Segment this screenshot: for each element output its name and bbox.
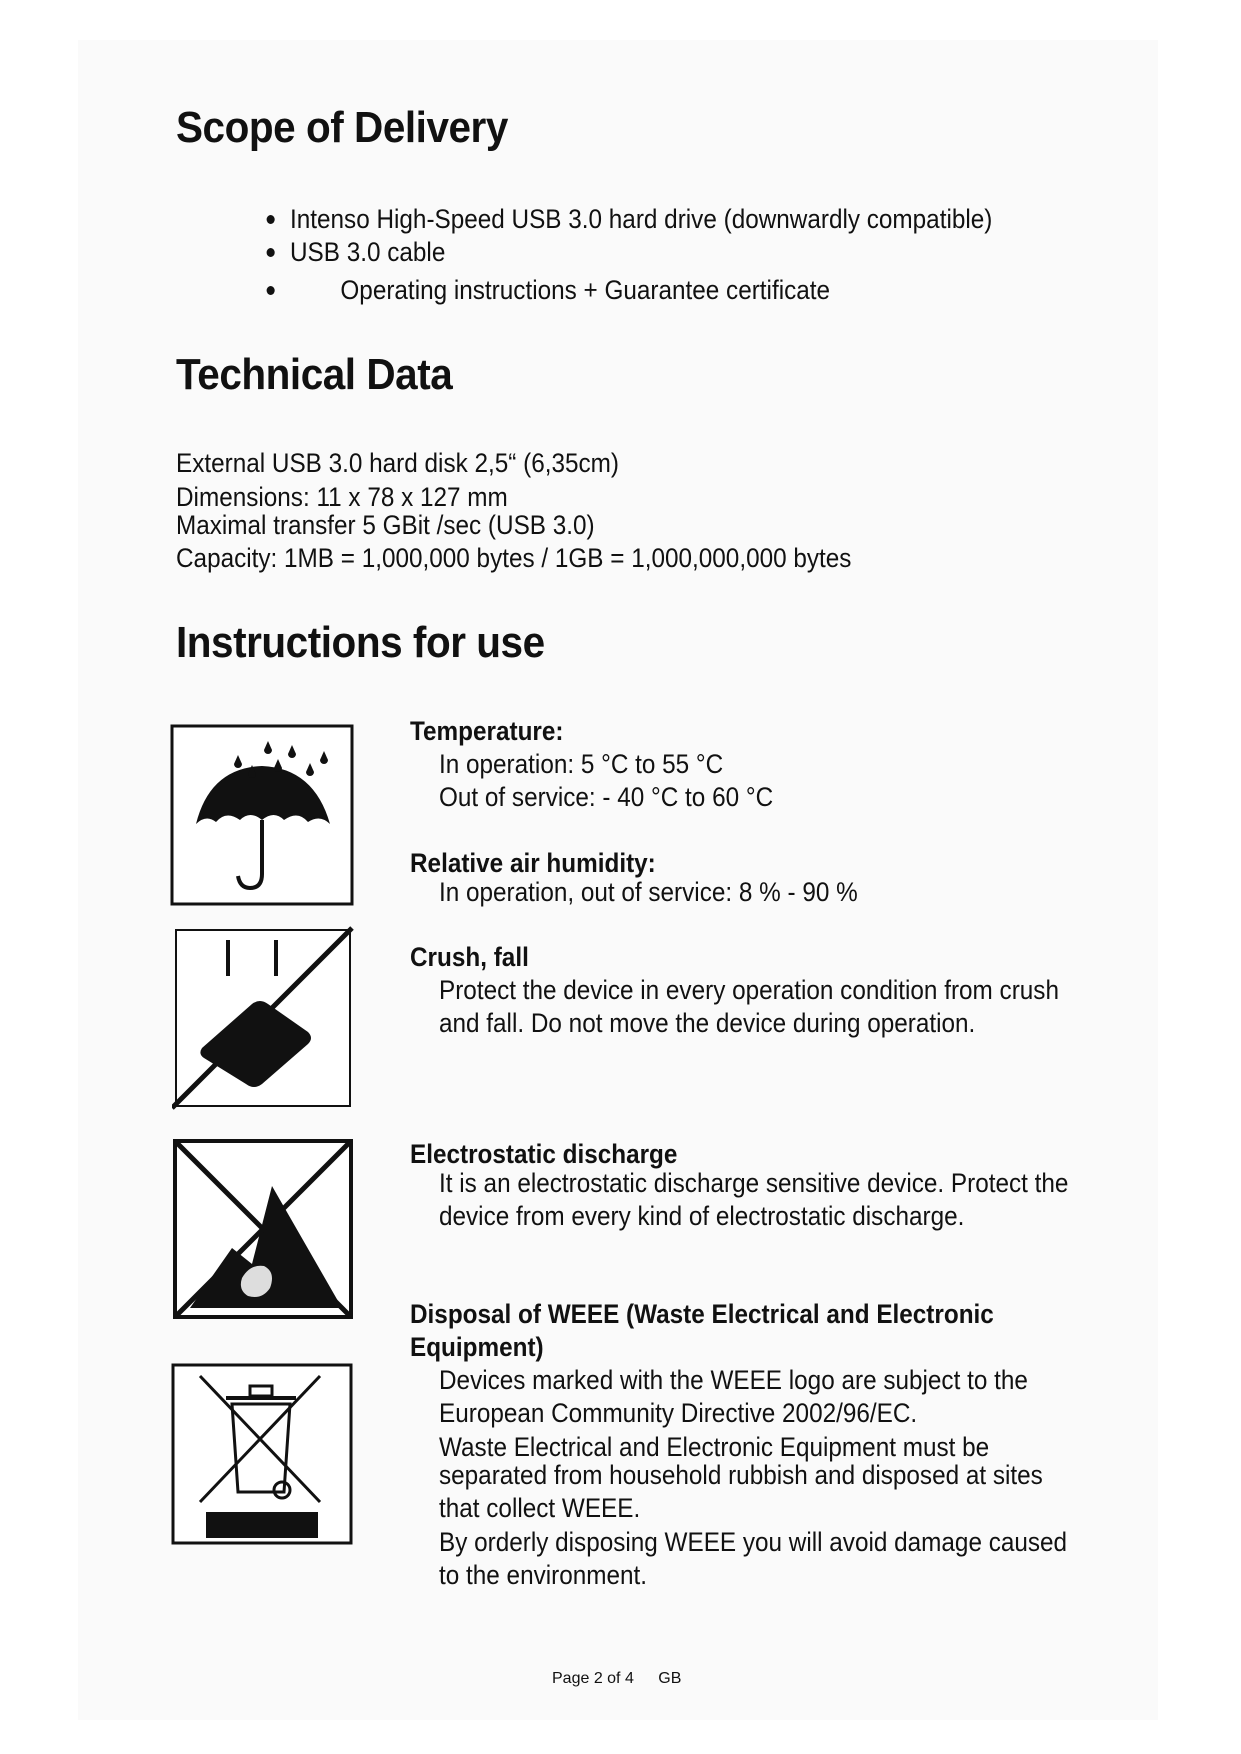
scope-item-text: Operating instructions + Guarantee certificate [340,275,831,305]
scope-heading: Scope of Delivery [176,103,508,152]
temperature-title: Temperature: [410,716,564,746]
weee-line: that collect WEEE. [439,1493,641,1523]
keep-dry-icon [170,724,354,906]
weee-line: Devices marked with the WEEE logo are subject to the [439,1365,1028,1395]
weee-line: By orderly disposing WEEE you will avoid damage caused [439,1527,1068,1557]
scope-item-text: Intenso High-Speed USB 3.0 hard drive (downwardly compatible) [290,204,993,234]
esd-line: It is an electrostatic discharge sensitive device. Protect the [439,1168,1069,1198]
scope-item [290,203,992,235]
technical-heading: Technical Data [176,350,453,399]
temperature-line: Out of service: - 40 °C to 60 °C [439,782,774,812]
weee-line: to the environment. [439,1560,648,1590]
humidity-line: In operation, out of service: 8 % - 90 % [439,877,858,907]
scope-item [290,236,445,268]
humidity-title: Relative air humidity: [410,848,656,878]
crush-title: Crush, fall [410,942,529,972]
no-fall-icon [172,926,354,1110]
weee-line: separated from household rubbish and disposed at sites [439,1460,1043,1490]
bullet-icon [267,286,275,295]
esd-title: Electrostatic discharge [410,1139,678,1169]
bullet-icon [267,248,275,257]
technical-line: Dimensions: 11 x 78 x 127 mm [176,482,508,512]
weee-title: Equipment) [410,1332,544,1362]
crush-line: and fall. Do not move the device during operation. [439,1008,976,1038]
temperature-line: In operation: 5 °C to 55 °C [439,749,724,779]
weee-bin-icon [170,1362,354,1546]
instructions-heading: Instructions for use [176,618,545,667]
esd-warning-icon [172,1138,354,1320]
scope-item [290,274,830,306]
page-number-text: Page 2 of 4 [552,1670,634,1687]
language-code: GB [658,1670,682,1687]
technical-line: Capacity: 1MB = 1,000,000 bytes / 1GB = 1,000,000,000 bytes [176,543,852,573]
page-number [552,1670,681,1688]
esd-line: device from every kind of electrostatic discharge. [439,1201,965,1231]
weee-line: European Community Directive 2002/96/EC. [439,1398,918,1428]
technical-line: Maximal transfer 5 GBit /sec (USB 3.0) [176,510,595,540]
scope-item-text: USB 3.0 cable [290,237,446,267]
weee-title: Disposal of WEEE (Waste Electrical and Electronic [410,1299,994,1329]
weee-line: Waste Electrical and Electronic Equipment must be [439,1432,990,1462]
crush-line: Protect the device in every operation condition from crush [439,975,1059,1005]
bullet-icon [267,215,275,224]
technical-line: External USB 3.0 hard disk 2,5“ (6,35cm) [176,448,619,478]
